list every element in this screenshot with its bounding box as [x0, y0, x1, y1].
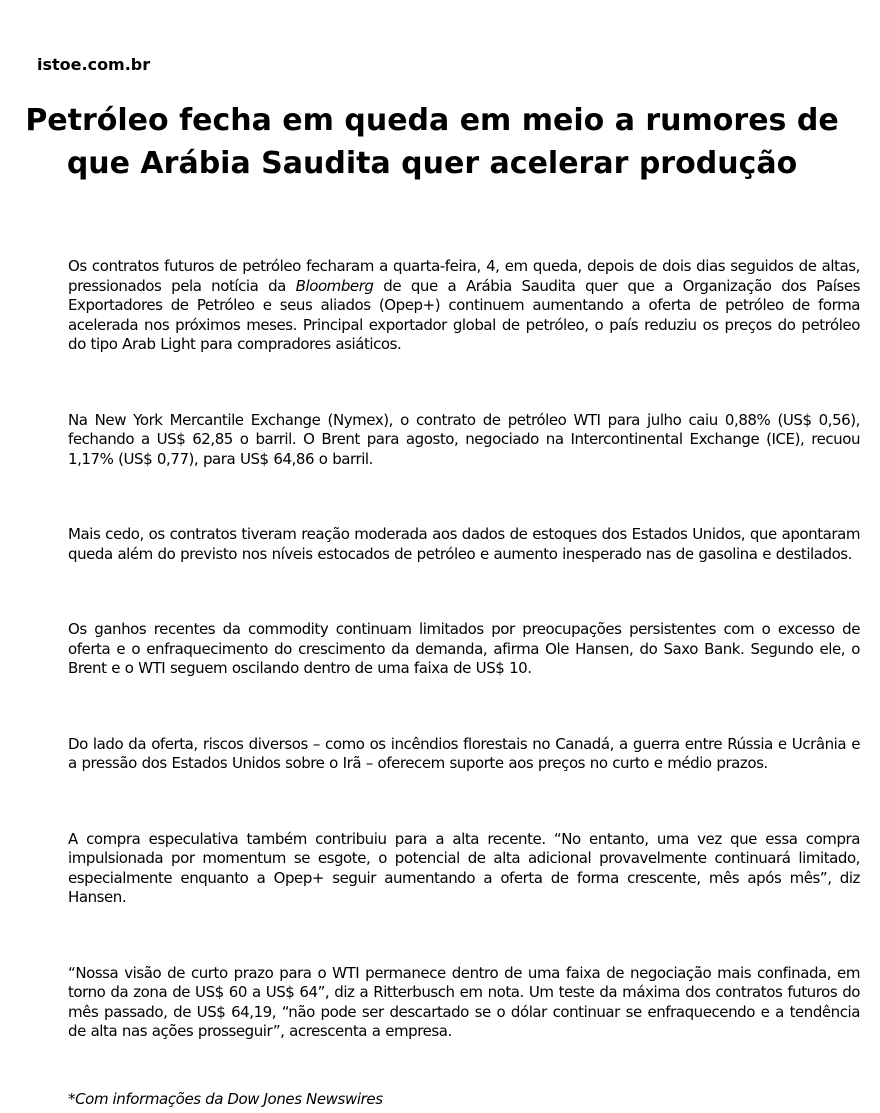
paragraph-1-text-start: Os contratos futuros de petróleo fecharam a quarta-feira, 4, em queda, depois de dois dias seguidos de altas, pressionados pela notícia da — [68, 257, 860, 295]
paragraph-6: A compra especulativa também contribuiu para a alta recente. “No entanto, uma vez que essa compra impulsionada por momentum se esgote, o potencial de alta adicional provavelmente continuará limitado, especialmente enquanto a Opep+ seguir aumentando a oferta de forma crescente, mês após mês”, diz Hansen. — [68, 829, 860, 906]
paragraph-1-text-end: de que a Arábia Saudita quer que a Organização dos Países Exportadores de Petróleo e seus aliados (Opep+) continuem aumentando a oferta de petróleo de forma acelerada nos próximos meses. Principal exportador global de petróleo, o país reduziu os preços do petróleo do tipo Arab Light para compradores asiáticos. — [68, 276, 860, 353]
headline-line-2: que Arábia Saudita quer acelerar produção — [66, 146, 798, 181]
source-name-bloomberg: Bloomberg — [295, 276, 374, 295]
paragraph-7: “Nossa visão de curto prazo para o WTI permanece dentro de uma faixa de negociação mais confinada, em torno da zona de US$ 60 a US$ 64”, diz a Ritterbusch em nota. Um teste da máxima dos contratos futuros do mês passado, de US$ 64,19, “não pode ser descartado se o dólar continuar se enfraquecendo e a tendência de alta nas ações prosseguir”, acrescenta a empresa. — [68, 963, 860, 1040]
paragraph-3: Mais cedo, os contratos tiveram reação moderada aos dados de estoques dos Estados Unidos, que apontaram queda além do previsto nos níveis estocados de petróleo e aumento inesperado nas de gasolina e destilados. — [68, 525, 860, 563]
paragraph-5: Do lado da oferta, riscos diversos – como os incêndios florestais no Canadá, a guerra entre Rússia e Ucrânia e a pressão dos Estados Unidos sobre o Irã – oferecem suporte aos preços no curto e médio prazos. — [68, 734, 860, 772]
article-credit: *Com informações da Dow Jones Newswires — [68, 1089, 383, 1108]
headline-line-1: Petróleo fecha em queda em meio a rumores de — [25, 103, 839, 138]
paragraph-4: Os ganhos recentes da commodity continuam limitados por preocupações persistentes com o excesso de oferta e o enfraquecimento do crescimento da demanda, afirma Ole Hansen, do Saxo Bank. Segundo ele, o Brent e o WTI seguem oscilando dentro de uma faixa de US$ 10. — [68, 620, 860, 677]
article-headline — [0, 99, 864, 185]
paragraph-1 — [68, 257, 860, 355]
paragraph-2: Na New York Mercantile Exchange (Nymex), o contrato de petróleo WTI para julho caiu 0,88% (US$ 0,56), fechando a US$ 62,85 o barril. O Brent para agosto, negociado na Intercontinental Exchange (ICE), recuou 1,17% (US$ 0,77), para US$ 64,86 o barril. — [68, 410, 860, 468]
article-body — [68, 257, 860, 1109]
site-name: istoe.com.br — [37, 55, 151, 74]
